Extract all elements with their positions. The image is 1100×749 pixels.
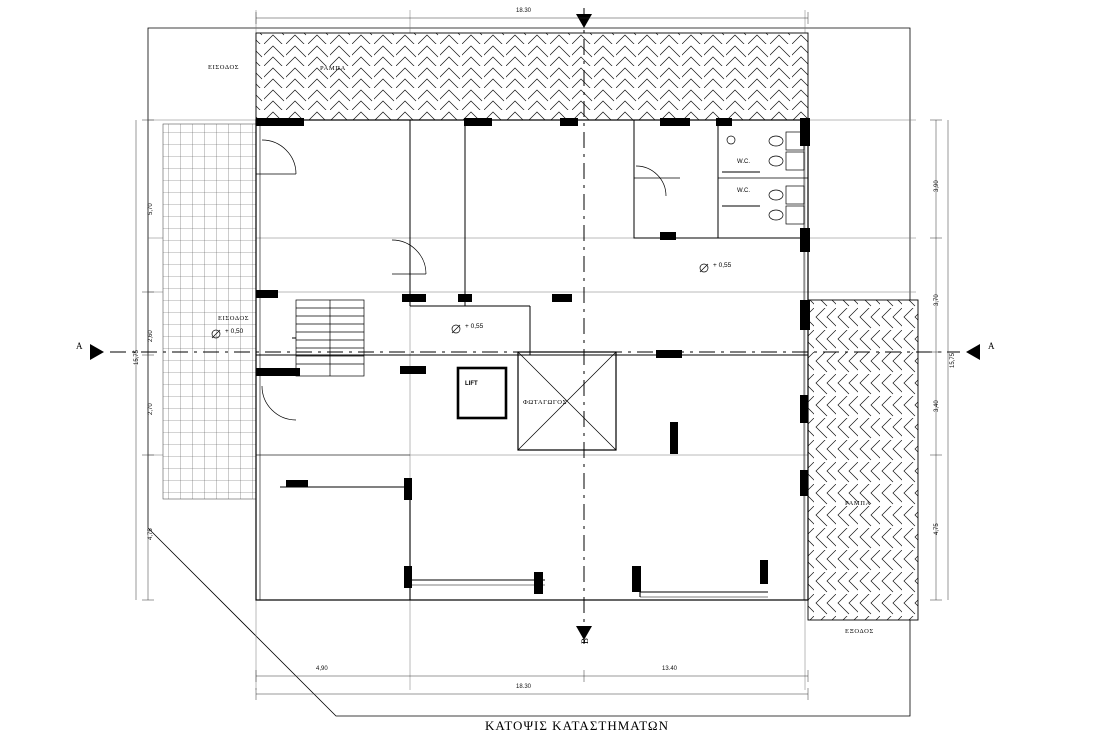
dimension-right-overall: 15,75 [950,352,956,368]
wc-label-2: W.C. [737,188,750,194]
dimension-right-340: 3,40 [934,400,940,412]
dimension-right-370: 3,70 [934,294,940,306]
level-label-1: + 0,55 [713,262,732,269]
dimension-right-390: 3,90 [934,180,940,192]
ramp-right [808,300,918,620]
level-label-3: + 0,50 [225,328,244,335]
room-label-rampa-top: ΡΑΜΠΑ [320,65,346,72]
room-label-eisodos-left: ΕΙΣΟΔΟΣ [218,315,250,322]
dimension-bottom-1340: 13.40 [662,666,678,672]
dimension-top-overall: 18.30 [516,8,532,14]
wc-label-1: W.C. [737,159,750,165]
room-label-rampa-right: ΡΑΜΠΑ [845,500,871,507]
section-arrow-a-right [966,344,980,360]
level-label-2: + 0,55 [465,323,484,330]
building-walls [256,120,808,600]
room-label-eisodos-top: ΕΙΣΟΔΟΣ [208,64,240,71]
room-label-fotagogos: ΦΩΤΑΓΩΓΟΣ [523,399,567,406]
section-label-a-left: A [76,341,83,351]
section-label-b-bottom: B [580,637,590,644]
dimension-left-overall: 15,75 [134,349,140,365]
dimension-left-570: 5,70 [148,203,154,215]
section-arrow-b-top [576,14,592,28]
dimension-left-475: 4,75 [148,528,154,540]
drawing-title: ΚΑΤΟΨΙΣ ΚΑΤΑΣΤΗΜΑΤΩΝ [485,718,669,733]
dimension-left-260: 2,60 [148,330,154,342]
room-label-exodos: ΕΞΟΔΟΣ [845,628,874,635]
ramp-top [256,33,808,120]
dimension-bottom-overall: 18.30 [516,684,532,690]
section-label-a-right: A [988,341,995,351]
dimension-left-270: 2,70 [148,403,154,415]
dimension-bottom-490: 4,90 [316,666,328,672]
lift-label: LIFT [465,381,478,387]
dimension-right-475: 4,75 [934,523,940,535]
section-arrow-a-left [90,344,104,360]
paving-left [163,124,256,499]
